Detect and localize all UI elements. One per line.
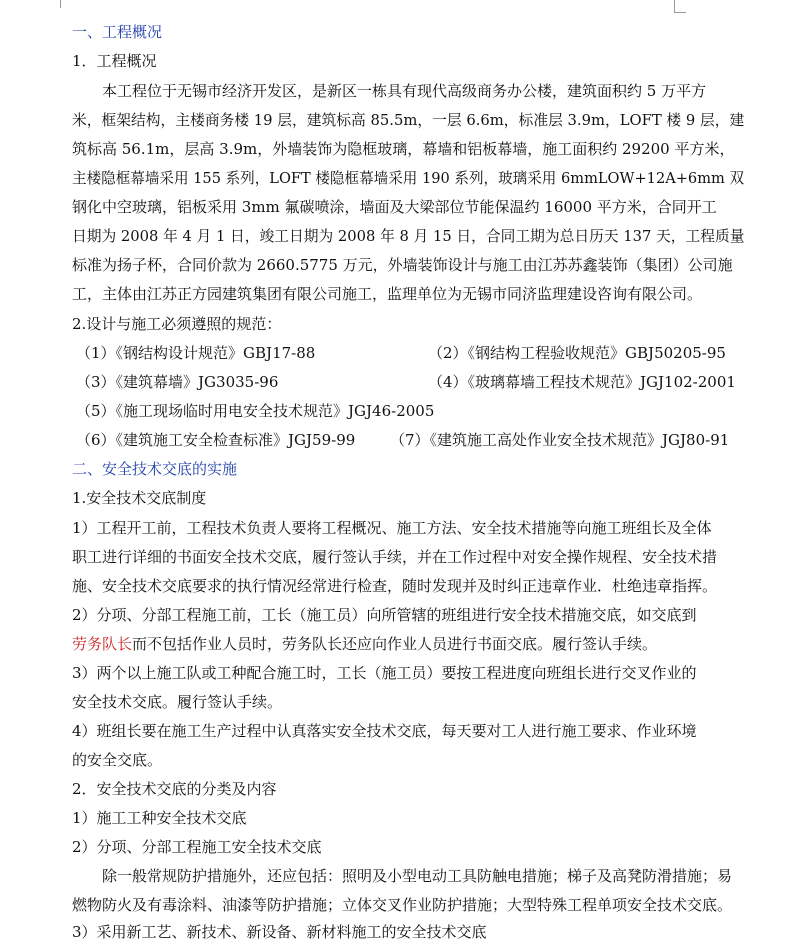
- overview-line: 标准为扬子杯，合同价款为 2660.5775 万元，外墙装饰设计与施工由江苏苏鑫装饰（集团）公司施: [72, 256, 733, 274]
- highlight-text: 劳务队长: [72, 635, 133, 653]
- overview-line: 钢化中空玻璃，铝板采用 3mm 氟碳喷涂，墙面及大梁部位节能保温约 16000 平方米，合同开工: [72, 198, 717, 216]
- category-item: 3）采用新工艺、新技术、新设备、新材料施工的安全技术交底: [72, 923, 487, 941]
- subheading-overview: 1．工程概况: [72, 52, 157, 70]
- norm-item: （5）《施工现场临时用电安全技术规范》JGJ46-2005: [76, 402, 435, 420]
- item1-line: 职工进行详细的书面安全技术交底，履行签认手续，并在工作过程中对安全操作规程、安全技术措: [72, 548, 718, 566]
- subheading-norms: 2.设计与施工必须遵照的规范：: [72, 315, 282, 333]
- item2-line-2: [72, 634, 657, 654]
- item4-line: 的安全交底。: [72, 751, 163, 769]
- norm-item: （1）《钢结构设计规范》GBJ17-88: [76, 344, 316, 362]
- overview-line: 主楼隐框幕墙采用 155 系列，LOFT 楼隐框幕墙采用 190 系列，玻璃采用 6mmLOW+12A+6mm 双: [72, 169, 745, 187]
- category-item: 2）分项、分部工程施工安全技术交底: [72, 838, 322, 856]
- crop-mark-top-right: [674, 0, 675, 12]
- subheading-system: 1.安全技术交底制度: [72, 489, 207, 507]
- item3-line: 3）两个以上施工队或工种配合施工时，工长（施工员）要按工程进度向班组长进行交叉作业的: [72, 664, 697, 682]
- category-detail-line: 燃物防火及有毒涂料、油漆等防护措施；立体交叉作业防护措施；大型特殊工程单项安全技术交底。: [72, 896, 733, 914]
- item2-line: 2）分项、分部工程施工前，工长（施工员）向所管辖的班组进行安全技术措施交底，如交底到: [72, 606, 697, 624]
- item2-line-rest: 而不包括作业人员时，劳务队长还应向作业人员进行书面交底。履行签认手续。: [132, 635, 658, 653]
- norm-item: （2）《钢结构工程验收规范》GBJ50205-95: [428, 344, 726, 362]
- overview-line: 日期为 2008 年 4 月 1 日，竣工日期为 2008 年 8 月 15 日，合同工期为总日历天 137 天，工程质量: [72, 227, 745, 245]
- crop-mark-top-left: [60, 0, 61, 8]
- category-item: 1）施工工种安全技术交底: [72, 809, 247, 827]
- norm-item: （6）《建筑施工安全检查标准》JGJ59-99: [76, 431, 356, 449]
- section-heading-2: 二、安全技术交底的实施: [72, 460, 238, 478]
- overview-line: 筑标高 56.1m，层高 3.9m，外墙装饰为隐框玻璃，幕墙和铝板幕墙，施工面积约 29200 平方米，: [72, 140, 735, 158]
- item4-line: 4）班组长要在施工生产过程中认真落实安全技术交底，每天要对工人进行施工要求、作业环境: [72, 722, 697, 740]
- norm-item: （7）《建筑施工高处作业安全技术规范》JGJ80-91: [390, 431, 730, 449]
- overview-line: 本工程位于无锡市经济开发区，是新区一栋具有现代高级商务办公楼，建筑面积约 5 万平方: [102, 82, 707, 100]
- norm-item: （3）《建筑幕墙》JG3035-96: [76, 373, 279, 391]
- overview-line: 米，框架结构，主楼商务楼 19 层，建筑标高 85.5m，一层 6.6m，标准层 3.9m，LOFT 楼 9 层，建: [72, 111, 745, 129]
- section-heading-1: 一、工程概况: [72, 23, 163, 41]
- item3-line: 安全技术交底。履行签认手续。: [72, 693, 283, 711]
- subheading-categories: 2．安全技术交底的分类及内容: [72, 780, 277, 798]
- norm-item: （4）《玻璃幕墙工程技术规范》JGJ102-2001: [428, 373, 736, 391]
- item1-line: 1）工程开工前，工程技术负责人要将工程概况、施工方法、安全技术措施等向施工班组长及全体: [72, 519, 712, 537]
- category-detail-line: 除一般常规防护措施外，还应包括：照明及小型电动工具防触电措施；梯子及高凳防滑措施；易: [102, 867, 733, 885]
- item1-line: 施、安全技术交底要求的执行情况经常进行检查，随时发现并及时纠正违章作业．杜绝违章指挥。: [72, 577, 718, 595]
- overview-line: 工，主体由江苏正方园建筑集团有限公司施工，监理单位为无锡市同济监理建设咨询有限公司。: [72, 285, 703, 303]
- crop-mark-top-right-h: [674, 12, 686, 13]
